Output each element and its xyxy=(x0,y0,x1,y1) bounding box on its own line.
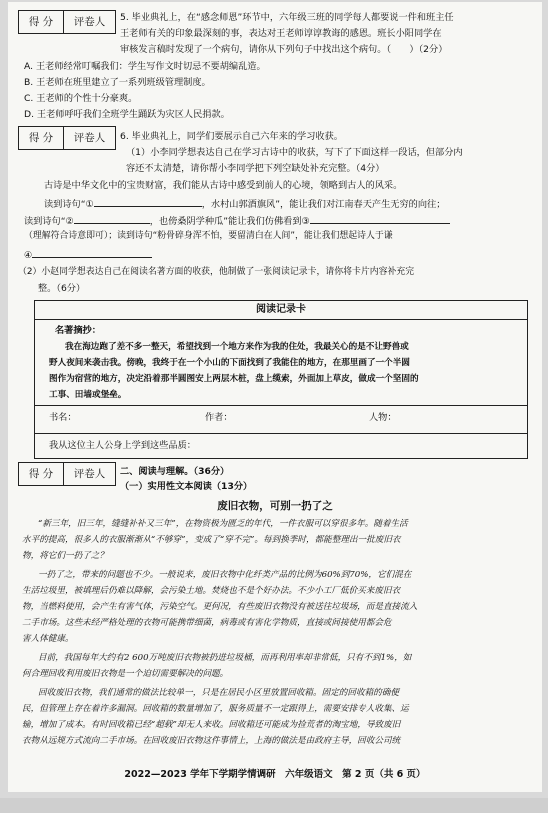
article-title: 废旧衣物，可别一扔了之 xyxy=(217,500,333,512)
article-p2-l5: 害人体健康。 xyxy=(22,634,74,644)
article-p1-l1: “新三年，旧三年，缝缝补补又三年”，在物资极为匮乏的年代，一件衣服可以穿很多年。随着生活 xyxy=(38,519,408,529)
q6-blank2-tail: ，也傍桑阴学种瓜”能让我们仿佛看到③ xyxy=(149,216,310,227)
card-book-label: 书名： xyxy=(49,412,77,423)
answer-blank-1[interactable] xyxy=(94,195,202,207)
q6-blank1-lead: 读到诗句“① xyxy=(44,199,94,210)
q6-blank4-lead: （理解符合诗意即可）；读到诗句“粉骨碎身浑不怕，要留清白在人间”，能让我们想起诗人于谦 xyxy=(24,231,393,241)
page-footer: 2022—2023 学年下学期学情调研 六年级语文 第 2 页（共 6 页） xyxy=(124,769,426,780)
score-box-q5 xyxy=(18,10,116,34)
q6-blank2-lead: 读到诗句“② xyxy=(24,216,74,227)
card-excerpt-line3: 图作为宿营的地方，决定沿着那半圆图安上两层木桩，盘上缆索，外面加上草皮，做成一个坚固的 xyxy=(49,374,419,384)
card-excerpt-line4: 工事、田墙或堡垒。 xyxy=(49,390,127,400)
q6-part1-line-a: （1）小李同学想表达自己在学习古诗中的收获，写下了下面这样一段话，但部分内 xyxy=(126,147,463,158)
score-box-section2 xyxy=(18,462,116,486)
answer-blank-3[interactable] xyxy=(310,212,450,224)
q6-blank1-tail: ，水村山郭酒旗风”，能让我们对江南春天产生无穷的向往； xyxy=(201,199,446,210)
card-excerpt-line2: 野人夜间来袭击我。傍晚，我终于在一个小山的下面找到了我能住的地方，在那里画了一个半圆 xyxy=(49,358,410,368)
article-p3-l2: 何合理回收利用废旧衣物是一个迫切需要解决的问题。 xyxy=(22,669,229,679)
article-p1-l2: 水平的提高，很多人的衣服渐渐从“不够穿”，变成了“穿不完”。每到换季时，都能整理出一批废旧衣 xyxy=(22,535,401,545)
section2-heading: 二、阅读与理解。（36分） xyxy=(120,466,230,477)
q5-line1: 5. 毕业典礼上，在“感念师恩”环节中，六年级三班的同学每人都要说一件和班主任 xyxy=(120,12,454,23)
article-p4-l3: 输，增加了成本。有时回收箱已经“超载”却无人来收。回收箱还可能成为捡荒者的淘宝地，导致废旧 xyxy=(22,720,401,730)
quality-row-box xyxy=(34,434,528,459)
answer-blank-2[interactable] xyxy=(74,212,150,224)
scan-bottom-strip xyxy=(0,798,548,813)
q5-option-a: A. 王老师经常叮嘱我们：学生写作文时切忌不要胡编乱造。 xyxy=(24,61,266,72)
q5-line2: 王老师有关的印象最深刻的事，表达对王老师谆谆教诲的感恩。班长小阳同学在 xyxy=(120,28,442,39)
exam-page xyxy=(8,2,542,792)
book-name-field[interactable] xyxy=(89,410,189,425)
article-p2-l3: 物，当燃料使用，会产生有害气体，污染空气。更何况，有些废旧衣物没有被送往垃圾场，而是直接流入 xyxy=(22,602,418,612)
score-label: 得 分 xyxy=(19,463,64,485)
grader-label: 评卷人 xyxy=(73,468,106,480)
q5-line3: 审核发言稿时发现了一个病句，请你从下列句子中找出这个病句。（ ）（2分） xyxy=(120,44,448,55)
score-label: 得 分 xyxy=(19,127,64,149)
q6-blank4-number: ④ xyxy=(24,250,33,261)
q6-poetry-intro: 古诗是中华文化中的宝贵财富，我们能从古诗中感受到前人的心境，领略到古人的风采。 xyxy=(44,180,403,191)
article-p4-l4: 衣物从远规方式流向二手市场。在回收废旧衣物这件事情上，上海的做法是由政府主导，回收公司统 xyxy=(22,736,401,746)
q6-blank4-continued xyxy=(24,246,152,263)
person-field[interactable] xyxy=(409,410,509,425)
card-excerpt-line1: 我在海边跑了差不多一整天，希望找到一个地方来作为我的住处，我最关心的是不让野兽或 xyxy=(65,342,409,352)
score-box-q6 xyxy=(18,126,116,150)
card-title: 阅读记录卡 xyxy=(35,301,527,320)
grader-label: 评卷人 xyxy=(73,16,106,28)
article-p2-l2: 生活垃圾里，被填埋后仍难以降解，会污染土地。焚烧也不是个好办法。不少小工厂低价买来废旧衣 xyxy=(22,586,401,596)
score-label: 得 分 xyxy=(19,11,64,33)
author-field[interactable] xyxy=(245,410,345,425)
q5-option-b: B. 王老师在班里建立了一系列班级管理制度。 xyxy=(24,77,211,88)
article-p4-l2: 民，但管理上存在着许多漏洞。回收箱的数量增加了，服务质量不一定跟得上，需要安排专人收集、运 xyxy=(22,704,409,714)
article-p3-l1: 目前，我国每年大约有2 600万吨废旧衣物被扔进垃圾桶，而再利用率却非常低，只有不到1%，如 xyxy=(38,653,412,663)
card-quality-label: 我从这位主人公身上学到这些品质： xyxy=(49,440,196,451)
card-person-label: 人物： xyxy=(369,412,397,423)
article-p1-l3: 物，将它们一扔了之？ xyxy=(22,551,108,561)
card-author-label: 作者： xyxy=(205,412,233,423)
article-p2-l1: 一扔了之，带来的问题也不少。一般说来，废旧衣物中化纤类产品的比例为60%到70%，它们混在 xyxy=(38,570,412,580)
section2-subheading: （一）实用性文本阅读（13分） xyxy=(120,481,253,492)
q6-line1: 6. 毕业典礼上，同学们要展示自己六年来的学习收获。 xyxy=(120,131,343,142)
q6-part2-line-a: （2）小赵同学想表达自己在阅读名著方面的收获，他制做了一张阅读记录卡，请你将卡片内容补充完 xyxy=(18,267,415,277)
q5-option-c: C. 王老师的个性十分豪爽。 xyxy=(24,93,138,104)
answer-blank-4[interactable] xyxy=(32,246,152,258)
q6-part2-line-b: 整。（6分） xyxy=(38,283,86,294)
q6-blank4-row xyxy=(24,229,393,244)
q5-option-d: D. 王老师呼吁我们全班学生踊跃为灾区人民捐款。 xyxy=(24,109,230,120)
quality-field[interactable] xyxy=(215,438,515,453)
q6-part1-line-b: 容还不太清楚，请你帮小李同学把下列空缺处补充完整。（4分） xyxy=(126,163,385,174)
article-p2-l4: 二手市场。这些未经严格处理的衣物可能携带细菌，病毒或有害化学物质，直接或间接使用都会危 xyxy=(22,618,392,628)
reading-record-card xyxy=(34,300,528,434)
q6-blank1-row xyxy=(44,195,445,212)
article-p4-l1: 回收废旧衣物，我们通常的做法比较单一，只是在居民小区里放置回收箱。固定的回收箱的确便 xyxy=(38,688,399,698)
card-excerpt-label: 名著摘抄： xyxy=(55,325,101,336)
q6-blank2-row xyxy=(24,212,450,229)
card-info-row xyxy=(35,405,527,430)
grader-label: 评卷人 xyxy=(73,132,106,144)
